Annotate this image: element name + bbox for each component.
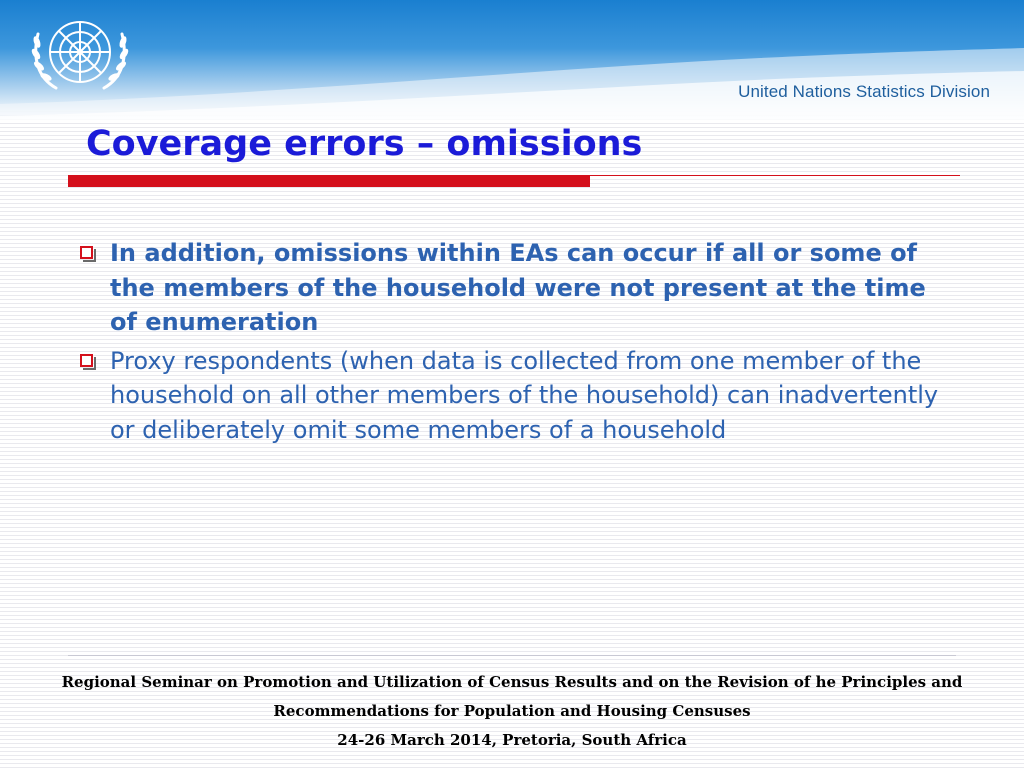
bullet-text: Proxy respondents (when data is collected from one member of the household on all other members of the household) can inadvertently or deliberately omit some members of a household bbox=[110, 346, 939, 444]
checkbox-bullet-icon bbox=[80, 354, 93, 367]
bullet-text: In addition, omissions within EAs can occur if all or some of the members of the household were not present at the time of enumeration bbox=[110, 239, 926, 336]
slide-title: Coverage errors – omissions bbox=[86, 124, 643, 164]
header-banner bbox=[0, 0, 1024, 120]
footer-line-3: 24-26 March 2014, Pretoria, South Africa bbox=[337, 731, 687, 749]
bullet-item bbox=[80, 236, 950, 340]
banner-wave-decoration bbox=[0, 0, 1024, 120]
footer-line-2: Recommendations for Population and Housing Censuses bbox=[273, 702, 751, 720]
bullet-list bbox=[80, 236, 950, 451]
footer-divider bbox=[68, 655, 956, 656]
bullet-item bbox=[80, 344, 950, 448]
footer bbox=[0, 668, 1024, 755]
division-name: United Nations Statistics Division bbox=[738, 82, 990, 101]
footer-line-1: Regional Seminar on Promotion and Utilization of Census Results and on the Revision of he Principles and bbox=[61, 673, 963, 691]
title-underline-thin bbox=[590, 175, 960, 176]
title-underline-red bbox=[68, 175, 590, 187]
un-emblem-icon bbox=[28, 12, 132, 96]
checkbox-bullet-icon bbox=[80, 246, 93, 259]
